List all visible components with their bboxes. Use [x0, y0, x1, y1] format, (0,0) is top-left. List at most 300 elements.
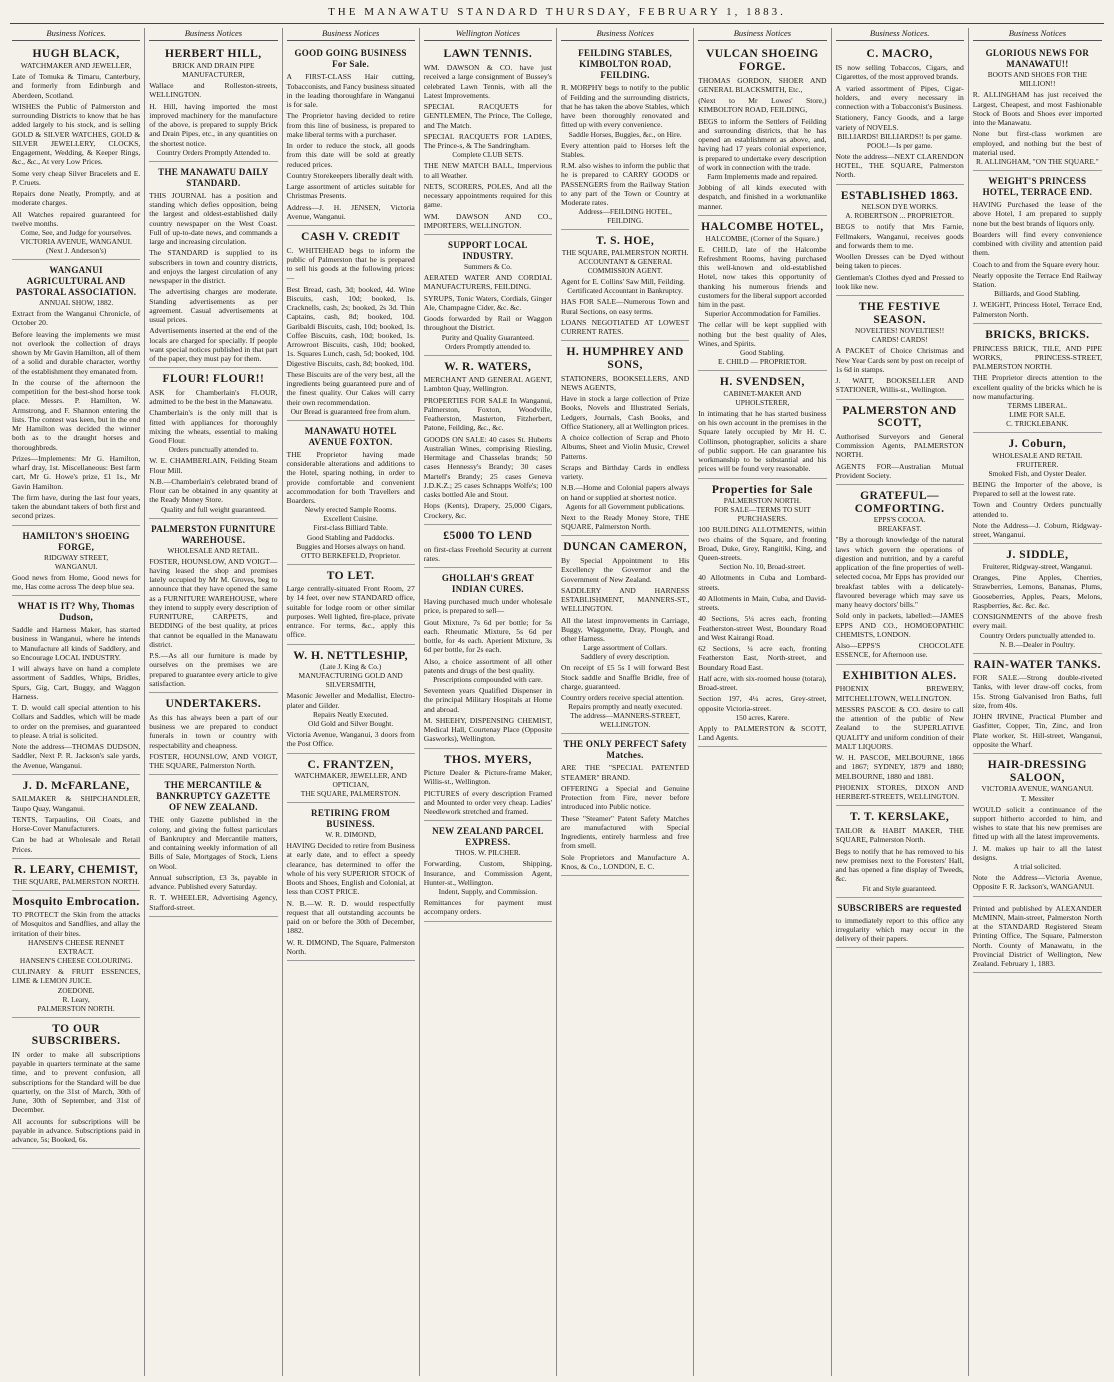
advertisement [424, 358, 552, 525]
ad-text: WM. DAWSON AND CO., IMPORTERS, WELLINGTON. [423, 211, 552, 230]
ad-text: 100 BUILDING ALLOTMENTS, within two chains of the Square, and fronting Broad, Duke, Grey, Rangitiki, King, and Queen-streets. [698, 525, 827, 563]
ad-text: P.S.—As all our furniture is made by ourselves on the premises we are prepared to guarantee every article to give satisfaction. [149, 651, 278, 688]
column-header: Business Notices [287, 28, 415, 41]
ad-text: Sold only in packets, labelled:—JAMES EPPS AND CO., HOMOEOPATHIC CHEMISTS, LONDON. [835, 611, 964, 639]
ad-text: J. WATT, BOOKSELLER AND STATIONER, Willis-st., Wellington. [835, 376, 964, 395]
advertisement [836, 402, 964, 486]
ad-title: GOOD GOING BUSINESS For Sale. [294, 48, 407, 70]
advertisement [287, 567, 415, 645]
ad-text: MESSRS PASCOE & CO. desire to call the attention of the public of New Zealand to the SUPERLATIVE QUALITY and uniform condition of their MALT LIQUORS. [835, 704, 964, 751]
advertisement [698, 373, 826, 478]
ad-text: TERMS LIBERAL. [1007, 401, 1068, 410]
ad-text: H. Hill, having imported the most improved machinery for the manufacture of the above, is prepared to supply Brick and Drain Pipes, etc., in any quantities on the shortest notice. [149, 101, 278, 148]
ad-title: UNDERTAKERS. [165, 698, 262, 711]
ad-text: Seventeen years Qualified Dispenser in the principal Military Hospitals at Home and abroad. [423, 686, 552, 714]
ad-text: THE SQUARE, PALMERSTON. [300, 789, 401, 799]
ad-title: HERBERT HILL, [165, 48, 262, 61]
ad-text: Saddle and Harness Maker, has started business in Wanganui, where he intends to Manufacture all kinds of Saddlery, and so Encourage LOCAL INDUSTRY. [12, 625, 141, 662]
ad-text: HANSEN'S CHEESE COLOURING. [19, 956, 133, 966]
ad-title: J. SIDDLE, [1006, 549, 1069, 562]
ad-text: PROPERTIES FOR SALE In Wanganui, Palmerston, Foxton, Woodville, Featherston, Masterton, Fitzherbert, Patone, Feilding, &c., &c. [423, 395, 552, 433]
ad-title: PALMERSTON FURNITURE WAREHOUSE. [151, 523, 276, 545]
ad-text: MANUFACTURING GOLD AND SILVERSMITH, [298, 671, 403, 690]
ad-text: A varied assortment of Pipes, Cigar-holders, and every necessary in connection with a Tobacconist's Business. [835, 83, 964, 111]
ad-text: Orders punctually attended to. [168, 445, 259, 455]
ad-text: HAVING Decided to retire from Business at early date, and to effect a speedy clearance, has determined to offer the whole of his very SUPERIOR STOCK of Boots and Shoes, English and Colonial, at less than COST PRICE. [286, 841, 415, 897]
newspaper-columns [8, 28, 1106, 1376]
ad-text: JOHN IRVINE, Practical Plumber and Gasfitter, Copper, Tin, Zinc, and Iron Plate worker, St. Hill-street, Wanganui, opposite the Wharf. [972, 712, 1102, 749]
ad-text: CABINET-MAKER AND UPHOLSTERER, [723, 388, 802, 407]
ad-text: Good news from Home, Good news for me, Has come across The deep blue sea. [12, 572, 141, 591]
ad-text: R. ALLINGHAM, "ON THE SQUARE." [976, 157, 1099, 167]
ad-text: Before leaving the implements we must not overlook the collection of drays shown by Mr Gavin Hamilton, all of them of a solid and durable character, worthy of the establishment they emanated from. [12, 329, 141, 376]
ad-text: Jobbing of all kinds executed with despatch, and finished in a workmanlike manner. [698, 183, 827, 211]
ad-text: Boarders will find every convenience combined with civility and attention paid them. [972, 229, 1102, 258]
ad-text: T. Messiter [1020, 793, 1054, 803]
ad-title: HALCOMBE HOTEL, [701, 220, 824, 233]
ad-text: In the course of the afternoon the competition for the best-shod horse took place. Messrs. P. Hamilton, W. Armstrong, and F. Shannon entering the lists. The contest was keen, but in the end Mr Hamilton was decided the winner both as to the draught horses and thoroughbreds. [12, 377, 141, 452]
column-header: Business Notices [698, 28, 826, 41]
ad-text: Certificated Accountant in Bankruptcy. [567, 286, 683, 296]
ad-text: Coach to and from the Square every hour. [972, 259, 1100, 269]
ad-title: WHAT IS IT? Why, Thomas Dudson, [17, 601, 135, 623]
ad-title: BRICKS, BRICKS. [985, 328, 1090, 341]
advertisement [287, 423, 415, 565]
column-4 [420, 28, 557, 1376]
advertisement [973, 435, 1102, 544]
ad-text: N. B.—W. R. D. would respectfully request that all outstanding accounts be paid on or before the 30th of December, 1882. [286, 898, 415, 936]
ad-text: First-class Billiard Table. [313, 523, 388, 533]
ad-text: "By a thorough knowledge of the natural laws which govern the operations of digestion and nutrition, and by a careful application of the fine properties of well-selected cocoa, Mr Epps has provided our breakfast tables with a delicately-flavoured beverage which may save us many heavy doctors' bills." [835, 535, 964, 610]
ad-text: N.B.—Chamberlain's celebrated brand of Flour can be obtained in any quantity at the Ready Money Store. [149, 476, 278, 505]
column-5 [557, 28, 694, 1376]
ad-text: Good Stabling. [739, 348, 785, 358]
ad-text: Saddlery of every description. [580, 652, 670, 662]
ad-text: On receipt of £5 5s I will forward Best Stock saddle and Snaffle Bridle, free of charge, guaranteed. [561, 663, 690, 691]
ad-text: A PACKET of Choice Christmas and New Year Cards sent by post on receipt of 1s 6d in stamps. [835, 346, 964, 374]
ad-title: FEILDING STABLES, KIMBOLTON ROAD, FEILDING. [578, 48, 673, 81]
advertisement [698, 45, 826, 216]
ad-text: WM. DAWSON & CO. have just received a large consignment of Bussey's celebrated Lawn Tennis, with all the Latest Improvements. [423, 63, 552, 100]
ad-title: ESTABLISHED 1863. [840, 189, 959, 202]
ad-text: Note the Address—Victoria Avenue, Opposite F. R. Jackson's, WANGANUI. [972, 873, 1102, 892]
ad-text: Note the Address—J. Coburn, Ridgway-street, Wanganui. [972, 520, 1102, 540]
ad-text: THE NEW MATCH BALL, Impervious to all Weather. [423, 161, 552, 180]
ad-title: WEIGHT'S PRINCESS HOTEL, TERRACE END. [982, 176, 1093, 198]
ad-text: W. R. DIMOND, The Square, Palmerston North. [286, 937, 415, 956]
ad-title: W. H. NETTLESHIP, [293, 649, 408, 662]
ad-text: Prescriptions compounded with care. [433, 675, 543, 685]
advertisement [561, 45, 689, 230]
ad-text: PRINCESS BRICK, TILE, AND PIPE WORKS, PRINCESS-STREET, PALMERSTON NORTH. [972, 343, 1102, 371]
ad-text: The Proprietor having decided to retire from this line of business, is prepared to make liberal terms with a purchaser. [286, 111, 415, 139]
advertisement [561, 736, 689, 876]
ad-text: Buggies and Horses always on hand. [296, 541, 406, 551]
ad-text: THE SQUARE, PALMERSTON NORTH. [561, 248, 689, 257]
ad-title: TO OUR SUBSCRIBERS. [31, 1022, 121, 1048]
ad-text: All Watches repaired guaranteed for twelve months. [12, 209, 141, 228]
ad-text: SYRUPS, Tonic Waters, Cordials, Ginger Ale, Champagne Cider, &c. &c. [423, 293, 552, 312]
ad-title: R. LEARY, CHEMIST, [14, 863, 139, 876]
ad-text: SPECIAL RACQUETS for GENTLEMEN, The Prince, The College, and The Match. [423, 102, 552, 130]
ad-text: Note the address—NEXT CLARENDON HOTEL, THE SQUARE, Palmerston North. [835, 151, 964, 180]
ad-text: AERATED WATER AND CORDIAL MANUFACTURERS, FEILDING. [423, 273, 552, 292]
advertisement [561, 232, 689, 341]
ad-text: PICTURES of every description Framed and Mounted to order very cheap. Ladies' Needlework stretched and framed. [423, 788, 552, 817]
advertisement [149, 45, 277, 161]
ad-text: WANGANUI. [54, 561, 98, 571]
ad-text: Indent, Supply, and Commission. [438, 887, 538, 897]
ad-text: Repairs promptly and neatly executed. [568, 702, 683, 712]
ad-text: BOOTS AND SHOES FOR THE MILLION!! [987, 70, 1087, 89]
advertisement [973, 756, 1102, 896]
masthead-rule [10, 23, 1104, 24]
column-8 [969, 28, 1106, 1376]
ad-text: Address—J. H. JENSEN, Victoria Avenue, Wanganui. [286, 202, 415, 221]
ad-text: Extract from the Wanganui Chronicle, of October 20. [12, 309, 141, 328]
ad-text: Oranges, Pine Apples, Cherries, Strawberries, Lemons, Bananas, Plums, Gooseberries, Apples, Pears, Melons, Raspberries, &c. &c. &c. [972, 573, 1102, 610]
ad-text: (Next to Mr Lowes' Store,) KIMBOLTON ROAD, FEILDING, [698, 96, 827, 115]
ad-text: Complete CLUB SETS. [452, 150, 524, 160]
ad-text: Victoria Avenue, Wanganui, 3 doors from the Post Office. [286, 730, 415, 749]
ad-title: PALMERSTON AND SCOTT, [842, 404, 957, 430]
advertisement [973, 546, 1102, 653]
ad-text: ACCOUNTANT & GENERAL COMMISSION AGENT. [578, 257, 673, 276]
advertisement [836, 487, 964, 665]
ad-text: Woollen Dresses can be Dyed without being taken to pieces. [835, 252, 964, 271]
ad-text: Country Storekeepers liberally dealt with. [286, 170, 414, 180]
ad-text: IS now selling Tobaccos, Cigars, and Cigarettes, of the most approved brands. [835, 63, 964, 82]
ad-title: HUGH BLACK, [32, 48, 120, 61]
advertisement [698, 481, 826, 748]
advertisement [973, 656, 1102, 755]
ad-text: GOODS ON SALE: 40 cases St. Huberts Australian Wines, comprising Riesling, Hermitage and Chasselas brands; 50 cases Hennessy's Brandy; 30 cases Martell's Brandy; 25 cases Geneva J.D.K.Z.; 25 cases Schnapps Wolfe's; 100 casks bottled Ale and Stout. [423, 434, 552, 500]
ad-title: THE ONLY PERFECT Safety Matches. [563, 739, 687, 761]
advertisement [287, 756, 415, 804]
column-header: Business Notices. [12, 28, 140, 41]
ad-text: HAVING Purchased the lease of the above Hotel, I am prepared to supply none but the best brands of liquors only. [972, 200, 1102, 228]
ad-text: HAS FOR SALE—Numerous Town and Rural Sections, on easy terms. [561, 297, 690, 316]
ad-text: PALMERSTON NORTH. [37, 1003, 115, 1013]
advertisement [836, 900, 964, 949]
ad-text: Half acre, with six-roomed house (totara), Broad-street. [698, 673, 827, 693]
ad-text: N. B.—Dealer in Poultry. [999, 639, 1076, 649]
ad-text: 62 Sections, ¼ acre each, fronting Featherston East, North-street, and Boundary Road East. [698, 644, 827, 672]
ad-text: W. E. CHAMBERLAIN, Feilding Steam Flour Mill. [149, 456, 278, 475]
ad-text: By Special Appointment to His Excellency the Governor and the Government of New Zealand. [561, 556, 690, 584]
ad-text: SAILMAKER & SHIPCHANDLER, Taupo Quay, Wanganui. [12, 794, 141, 813]
column-7 [832, 28, 969, 1376]
ad-text: Also, a choice assortment of all other patents and drugs of the best quality. [423, 656, 552, 675]
ad-text: Large centrally-situated Front Room, 27 by 14 feet, over new STANDARD office, suitable for lodge room or other similar purposes. Well lighted, fire-place, private entrance. For terms, &c., apply this office. [286, 584, 415, 640]
ad-text: Have in stock a large collection of Prize Books, Novels and Illustrated Serials, Ledgers, Journals, Cash Books, and Office Stationery, all at Wellington prices. [561, 394, 690, 431]
ad-text: Note the address—THOMAS DUDSON, Saddler, Next P. R. Jackson's sale yards, the Avenue, Wanganui. [12, 742, 141, 770]
ad-text: ASK for Chamberlain's FLOUR, admitted to be the best in the Manawatu. [149, 387, 278, 407]
ad-text: Stationery, Fancy Goods, and a large variety of NOVELS. [835, 113, 964, 132]
ad-text: Superior Accommodation for Families. [704, 309, 821, 319]
ad-text: Agent for E. Collins' Saw Mill, Feilding. [561, 277, 685, 287]
advertisement [836, 298, 964, 400]
ad-text: R. T. WHEELER, Advertising Agency, Stafford-street. [149, 893, 278, 912]
ad-text: Best Bread, cash, 3d; booked, 4d. Wine Biscuits, cash, 10d; booked, 1s. Cracknells, cash, 2s; booked, 2s 3d. Thin Captains, cash, 8d; booked, 10d. Garibaldi Biscuits, cash, 10d; booked, 1s. Coffee Biscuits, cash, 10d; booked, 1s. Arrowroot Biscuits, cash, 10d; booked, 1s. Squares Lunch, cash, 5d; booked, 10d. Digestive Biscuits, cash, 8d; booked, 10d. [286, 284, 415, 368]
advertisement [836, 187, 964, 296]
ad-text: These Biscuits are of the very best, all the ingredients being guaranteed pure and of the finest quality. Our Cakes will carry their own recommendation. [286, 369, 415, 407]
ad-text: FOSTER, HOUNSLOW, AND VOIGT—having leased the shop and premises lately occupied by Mr M. Groves, beg to announce that they have opened the same as a FURNITURE WAREHOUSE, where they intend to supply every description of FURNITURE, CARPETS, and BEDDING of the best quality, at prices that cannot be equalled in the Manawatu district. [149, 556, 278, 649]
ad-title: THE MERCANTILE & BANKRUPTCY GAZETTE OF NEW ZEALAND. [156, 780, 271, 813]
ad-text: R. ALLINGHAM has just received the Largest, Cheapest, and most Fashionable Stock of Boots and Shoes ever imported into the Manawatu. [972, 90, 1102, 128]
ad-text: C. TRICKLEBANK. [1006, 419, 1069, 429]
ad-text: THIS JOURNAL has a position and standing which defies opposition, being the largest and oldest-established daily country newspaper on the West Coast. Full of up-to-date news, and commands a large and increasing circulation. [149, 190, 278, 247]
ad-text: Also—EPPS'S CHOCOLATE ESSENCE, for Afternoon use. [835, 641, 964, 660]
ad-text: The cellar will be kept supplied with nothing but the best quality of Ales, Wines, and Spirits. [698, 320, 827, 348]
ad-text: R. MORPHY begs to notify to the public of Feilding and the surrounding districts, that he has taken the above Stables, which have been thoroughly renovated and fitted up with every convenience. [561, 83, 690, 130]
advertisement [149, 370, 277, 518]
ad-title: RETIRING FROM BUSINESS. [311, 808, 391, 830]
ad-text: BEGS to notify that Mrs Farnie, Fellmakers, Wanganui, receives goods and forwards them to me. [835, 222, 964, 250]
ad-text: R. Leary, [62, 994, 90, 1004]
ad-text: Apply to PALMERSTON & SCOTT, Land Agents. [698, 723, 827, 743]
advertisement [287, 45, 415, 226]
ad-text: TAILOR & HABIT MAKER, THE SQUARE, Palmerston North. [835, 826, 964, 845]
ad-text: SADDLERY AND HARNESS ESTABLISHMENT, MANNERS-ST., WELLINGTON. [561, 585, 690, 614]
ad-text: PHOENIX STORES, DIXON AND HERBERT-STREETS, WELLINGTON. [835, 782, 964, 802]
ad-text: Section 197, 4¼ acres, Grey-street, opposite Victoria-street. [698, 694, 827, 713]
ad-text: LOANS NEGOTIATED AT LOWEST CURRENT RATES. [561, 317, 690, 337]
ad-text: Having purchased much under wholesale price, is prepared to sell— [423, 597, 552, 616]
masthead: THE MANAWATU STANDARD THURSDAY, FEBRUARY 1, 1883. [328, 6, 786, 18]
ad-text: These "Steamer" Patent Safety Matches are manufactured with Special Ingredients, entirely harmless and free from smell. [561, 813, 690, 851]
ad-text: Address—FEILDING HOTEL, FEILDING. [578, 207, 672, 226]
ad-text: The firm have, during the last four years, taken the abundant takers of both first and second prizes. [12, 492, 141, 521]
advertisement [424, 570, 552, 748]
ad-text: Purity and Quality Guaranteed. [441, 332, 535, 342]
ad-title: THE FESTIVE SEASON. [858, 301, 941, 326]
ad-text: THE SQUARE, PALMERSTON NORTH. [12, 876, 140, 886]
ad-text: Fruiterer, Ridgway-street, Wanganui. [982, 561, 1093, 571]
ad-text: PALMERSTON NORTH. [723, 496, 801, 506]
ad-text: Repairs Neatly Executed. [312, 709, 389, 719]
ad-text: THE Proprietor directs attention to the excellent quality of the bricks which he is now manufacturing. [972, 373, 1102, 401]
ad-text: Some very cheap Silver Bracelets and E. P. Cruets. [12, 168, 141, 187]
ad-text: THE only Gazette published in the colony, and giving the fullest particulars of Bankruptcy and Mercantile matters, and containing weekly information of all Bills of Sale, Mortgages of Stock, Liens on Wool. [149, 815, 278, 871]
ad-text: SPECIAL RACQUETS FOR LADIES, The Prince-s, & The Sandringham. [423, 131, 552, 150]
ad-text: As this has always been a part of our business we are prepared to conduct funerals in town or country with respectability and cheapness. [149, 712, 278, 750]
ad-title: HAMILTON'S SHOEING FORGE, [22, 530, 130, 552]
ad-text: Summers & Co. [463, 261, 512, 271]
advertisement [12, 45, 140, 260]
ad-text: E. CHILD — PROPRIETOR. [717, 357, 807, 367]
ad-text: BREAKFAST. [877, 524, 922, 534]
column-header: Business Notices [561, 28, 689, 41]
ad-text: WOULD solicit a continuance of the support hitherto accorded to him, and wishes to state that his new premises are fitted up with all the latest improvements. [972, 804, 1102, 842]
ad-text: TO PROTECT the Skin from the attacks of Mosquitos and Sandflies, and allay the irritation of their bites. [12, 910, 141, 938]
ad-title: CASH V. CREDIT [301, 231, 401, 244]
column-header: Business Notices [149, 28, 277, 41]
ad-text: Wallace and Rolleston-streets, WELLINGTON. [149, 81, 278, 100]
advertisement [973, 326, 1102, 433]
ad-text: A FIRST-CLASS Hair cutting, Tobacconists, and Fancy business situated in the leading thoroughfare in Wanganui is for sale. [286, 72, 415, 110]
advertisement [424, 751, 552, 822]
ad-text: R.M. also wishes to inform the public that he is prepared to CARRY GOODS or PASSENGERS from the Railway Station to any part of the Town or Country at Moderate rates. [561, 161, 690, 208]
ad-text: Large assortment of Collars. [583, 643, 668, 653]
ad-text: A. ROBERTSON ... PROPRIETOR. [845, 211, 954, 221]
ad-text: J. M. makes up hair to all the latest designs. [972, 843, 1102, 862]
ad-text: OTTO BERKEFELD, Proprietor. [301, 550, 401, 560]
advertisement [12, 893, 140, 1018]
ad-text: BEING the Importer of the above, is Prepared to sell at the lowest rate. [972, 479, 1102, 499]
column-2 [145, 28, 282, 1376]
ad-text: W. R. DIMOND, [325, 830, 377, 840]
ad-text: W. H. PASCOE, MELBOURNE, 1866 and 1867; SYDNEY, 1879 and 1880; MELBOURNE, 1880 and 1881. [835, 753, 964, 781]
advertisement [287, 228, 415, 421]
ad-text: OFFERING a Special and Genuine Protection from Fire, never before introduced into Public notice. [561, 783, 690, 812]
advertisement [149, 695, 277, 775]
ad-text: THE Proprietor having made considerable alterations and additions to the Hotel, sparing nothing, in order to provide comfortable and convenient accommodation for both Travellers and Boarders. [286, 449, 415, 506]
ad-text: Picture Dealer & Picture-frame Maker, Willis-st., Wellington. [423, 768, 552, 787]
ad-title: THE MANAWATU DAILY STANDARD. [158, 166, 269, 188]
ad-text: Fit and Style guaranteed. [862, 883, 937, 893]
ad-text: Scraps and Birthday Cards in endless variety. [561, 462, 690, 482]
ad-text: Can be had at Wholesale and Retail Prices. [12, 835, 141, 854]
ad-text: IN order to make all subscriptions payable in quarters terminate at the same time, and to prevent confusion, all subscriptions for the Standard will be due quarterly, on the 31st of March, 30th of June, 30th of September, and 31st of December. [12, 1049, 141, 1115]
ad-text: Goods forwarded by Rail or Waggon throughout the District. [423, 314, 552, 333]
ad-text: Nearly opposite the Terrace End Railway Station. [972, 270, 1102, 290]
ad-text: Repairs done Neatly, Promptly, and at moderate charges. [12, 189, 141, 208]
ad-text: Prizes—Implements: Mr G. Hamilton, wharf dray, 1st. Miscellaneous: Best farm cart, Mr G. Howe's prize, £1 1s., Mr Gavin Hamilton. [12, 453, 141, 491]
ad-text: E. CHILD, late of the Halcombe Refreshment Rooms, having purchased this well-known and old-established Hotel, now takes this opportunity of thanking his numerous friends and customers for the liberal support accorded him in the past. [698, 244, 827, 310]
ad-text: FOR SALE—TERMS TO SUIT PURCHASERS. [714, 505, 811, 524]
ad-text: NELSON DYE WORKS. [861, 202, 938, 212]
ad-text: ZOEDONE. [57, 985, 95, 995]
ad-text: 40 Sections, 5¼ acres each, fronting Featherston-street West, Boundary Road and West Kairangi Road. [698, 614, 827, 642]
ad-text: Agents for all Government publications. [565, 501, 685, 511]
ad-title: J. Coburn, [1008, 438, 1067, 451]
ad-text: BEGS to inform the Settlers of Feilding and surrounding districts, that he has opened an establishment as above, and, having had 17 years colonial experience, is prepared to undertake every description of work in connection with the trade. [698, 116, 827, 172]
advertisement [836, 808, 964, 897]
ad-text: In intimating that he has started business on his own account in the premises in the Square lately occupied by Mr H. C. Collinson, photographer, solicits a share of public support. He can guarantee his workmanship to be substantial and his prices will be found very reasonable. [698, 408, 827, 474]
ad-text: 150 acres, Karere. [735, 712, 790, 722]
ad-text: CULINARY & FRUIT ESSENCES, LIME & LEMON JUICE. [12, 967, 141, 986]
ad-text: BILLIARDS! BILLIARDS!! Is per game. [837, 131, 962, 141]
ad-text: Farm Implements made and repaired. [707, 172, 818, 182]
ad-text: POOL!—Is per game. [866, 140, 933, 150]
ad-text: Hops (Kents), Drapery, 25,000 Cigars, Crockery, &c. [423, 501, 552, 520]
ad-text: Country orders receive special attention. [561, 693, 684, 703]
ad-title: SUPPORT LOCAL INDUSTRY. [448, 240, 528, 261]
ad-text: C. WHITEHEAD begs to inform the public of Palmerston that he is prepared to sell his goods at the following prices:— [286, 245, 415, 283]
advertisement [561, 538, 689, 734]
ad-text: Come, See, and Judge for yourselves. [20, 228, 132, 238]
ad-title: TO LET. [326, 569, 375, 582]
ad-text: WATCHMAKER, JEWELLER, AND OPTICIAN, [294, 771, 407, 790]
ad-text: Gentleman's Clothes dyed and Pressed to look like new. [835, 272, 964, 291]
column-1 [8, 28, 145, 1376]
ad-text: A trial solicited. [1013, 862, 1062, 872]
advertisement [12, 861, 140, 891]
ad-text: PHOENIX BREWERY, MITCHELLTOWN, WELLINGTON. [835, 684, 964, 703]
ad-text: THOMAS GORDON, SHOER AND GENERAL BLACKSMITH, Etc., [698, 75, 827, 94]
column-header: Business Notices. [836, 28, 964, 41]
advertisement [836, 45, 964, 184]
ad-title: SUBSCRIBERS are requested [837, 902, 962, 913]
ad-text: Our Bread is guaranteed free from alum. [290, 406, 411, 416]
advertisement [12, 598, 140, 775]
ad-text: (Next J. Anderson's) [46, 246, 107, 256]
ad-text: Forwarding, Custom, Shipping, Insurance, and Commission Agent, Hunter-st., Wellington. [423, 859, 552, 887]
ad-text: THOS. W. PILCHER. [455, 848, 521, 858]
ad-title: £5000 TO LEND [443, 529, 533, 542]
advertisement [12, 528, 140, 597]
ad-title: MANAWATU HOTEL AVENUE FOXTON. [304, 425, 397, 447]
column-header: Wellington Notices [424, 28, 552, 41]
ad-title: THOS. MYERS, [443, 753, 532, 766]
ad-text: Quality and full weight guaranteed. [160, 504, 266, 514]
column-3 [283, 28, 420, 1376]
ad-text: Country Orders Promptly Attended to. [156, 147, 271, 157]
ad-title: VULCAN SHOEING FORGE. [705, 48, 819, 73]
ad-text: Masonic Jeweller and Medallist, Electro-plater and Gilder. [286, 691, 415, 710]
column-header: Business Notices [973, 28, 1102, 41]
ad-text: 40 Allotments in Cuba and Lombard-streets. [698, 573, 827, 592]
ad-title: HAIR-DRESSING SALOON, [987, 759, 1087, 784]
ad-text: The STANDARD is supplied to its subscribers in town and country districts, and enjoys the largest circulation of any newspaper in the district. [149, 248, 278, 286]
ad-text: Billiards, and Good Stabling. [994, 289, 1081, 299]
ad-text: N.B.—Home and Colonial papers always on hand or supplied at shortest notice. [561, 483, 690, 502]
ad-text: I will always have on hand a complete assortment of Saddles, Whips, Bridles, Spurs, Gig, Cart, Buggy, and Waggon Harness. [12, 664, 141, 701]
advertisement [287, 805, 415, 961]
ad-text: Large assortment of articles suitable for Christmas Presents. [286, 182, 415, 201]
ad-text: Orders Promptly attended to. [444, 341, 531, 351]
ad-text: LIME FOR SALE. [1009, 410, 1066, 420]
ad-title: EXHIBITION ALES. [842, 669, 957, 682]
ad-text: M. SHEEHY, DISPENSING CHEMIST, Medical Hall, Courtenay Place (Opposite Gasworks), Wellington. [423, 715, 552, 744]
ad-title: H. HUMPHREY AND SONS, [566, 346, 684, 372]
ad-text: WISHES the Public of Palmerston and surrounding Districts to know that he has added largely to his stock, and is selling GOLD & SILVER WATCHES, GOLD & SILVER JEWELLERY, CLOCKS, Engagement, Wedding, & Keeper Rings, &c., &c., At very Low Prices. [12, 101, 141, 167]
ad-text: Every attention paid to Horses left the Stables. [561, 140, 690, 159]
ad-text: ANNUAL SHOW, 1882. [39, 298, 114, 308]
ad-text: Remittances for payment must accompany orders. [423, 898, 552, 917]
ad-text: BRICK AND DRAIN PIPE MANUFACTURER, [172, 61, 255, 80]
ad-title: C. FRANTZEN, [307, 758, 394, 771]
ad-text: In order to reduce the stock, all goods from this date will be sold at greatly reduced prices. [286, 141, 415, 169]
ad-title: J. D. McFARLANE, [22, 779, 130, 792]
ad-text: on first-class Freehold Security at current rates. [423, 544, 552, 563]
ad-title: NEW ZEALAND PARCEL EXPRESS. [432, 826, 544, 848]
ad-text: Gout Mixture, 7s 6d per bottle; for 5s each. Rheumatic Mixture, 5s 6d per bottle, for 4s each. Aperient Mixture, 3s 6d per bottle, for 2s each. [423, 617, 552, 655]
ad-text: HALCOMBE, (Corner of the Square.) [705, 233, 820, 243]
ad-text: 40 Allotments in Main, Cuba, and David-streets. [698, 593, 827, 613]
ad-text: Smoked Fish, and Oyster Dealer. [988, 468, 1087, 478]
ad-text: WHOLESALE AND RETAIL FRUITERER. [992, 450, 1083, 469]
ad-text: Printed and published by ALEXANDER McMINN, Main-street, Palmerston North at the STANDARD Registered Steam Printing Office, The Square, Palmerston North. County of Manawatu, in the Provincial District of Wellington, New Zealand. February 1, 1883. [972, 903, 1102, 969]
ad-text: STATIONERS, BOOKSELLERS, AND NEWS AGENTS, [561, 373, 690, 392]
advertisement [424, 823, 552, 921]
ad-text: Old Gold and Silver Bought. [308, 719, 394, 728]
ad-text: Excellent Cuisine. [323, 514, 378, 524]
ad-text: Section No. 10, Broad-street. [719, 562, 806, 572]
ad-title: RAIN-WATER TANKS. [973, 658, 1102, 671]
ad-text: FOSTER, HOUNSLOW, AND VOIGT, THE SQUARE, Palmerston North. [149, 751, 278, 771]
advertisement [12, 777, 140, 859]
advertisement [973, 45, 1102, 171]
ad-text: Good Stabling and Paddocks. [306, 532, 395, 542]
ad-text: Newly erected Sample Rooms. [304, 505, 397, 515]
ad-text: MERCHANT AND GENERAL AGENT, Lambton Quay, Wellington. [423, 375, 552, 394]
ad-text: NOVELTIES! NOVELTIES!! [855, 326, 945, 336]
ad-text: TENTS, Tarpaulins, Oil Coats, and Horse-Cover Manufacturers. [12, 814, 141, 834]
ad-text: The address—MANNERS-STREET, WELLINGTON. [570, 711, 681, 730]
column-6 [694, 28, 831, 1376]
